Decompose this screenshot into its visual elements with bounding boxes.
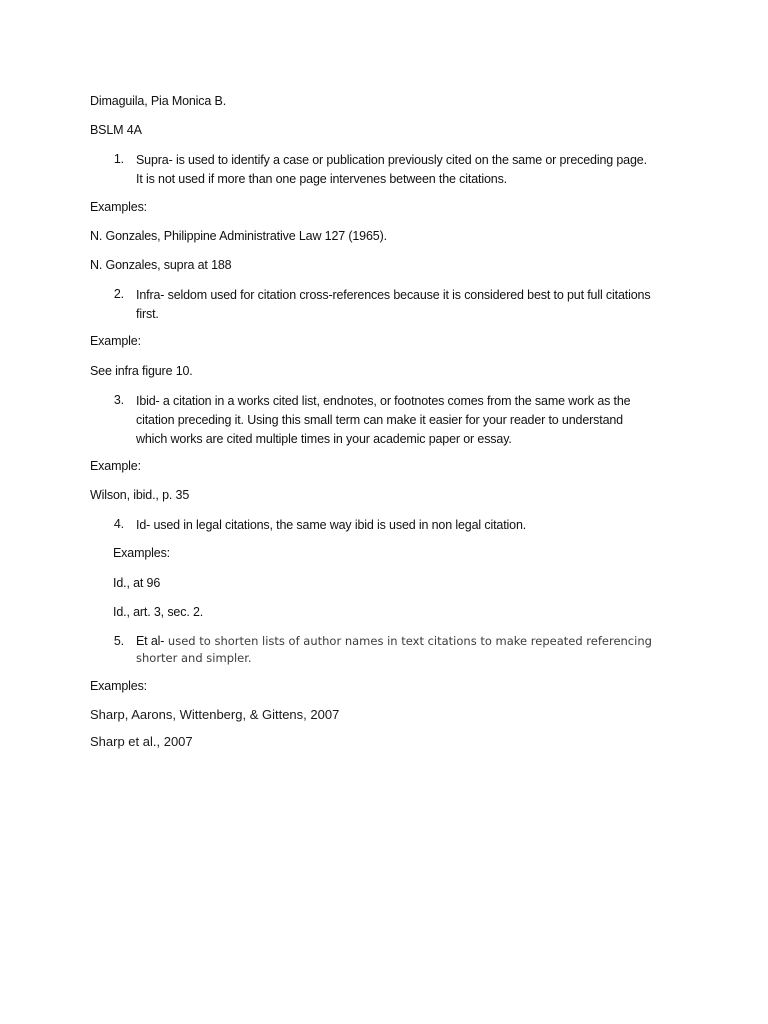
definition-line: first. [136,307,159,321]
item-4-definition [136,516,696,535]
item-2-definition [136,286,696,324]
item-3-definition [136,392,696,449]
definition-line: which works are cited multiple times in your academic paper or essay. [136,432,512,446]
item-number: 1. [113,152,124,166]
example-citation: N. Gonzales, supra at 188 [90,258,232,272]
item-5-definition [136,633,696,667]
item-number: 2. [113,287,124,301]
definition-line: Supra- is used to identify a case or publication previously cited on the same or preceding page. [136,153,647,167]
example-citation: See infra figure 10. [90,364,193,378]
examples-label: Example: [90,459,141,473]
term-label: Et al- [136,634,165,648]
example-citation: Wilson, ibid., p. 35 [90,488,190,502]
definition-line: Infra- seldom used for citation cross-references because it is considered best to put full citations [136,288,651,302]
example-citation: Sharp et al., 2007 [90,734,193,749]
definition-line: citation preceding it. Using this small term can make it easier for your reader to understand [136,413,623,427]
item-number: 5. [113,634,124,648]
definition-line: Id- used in legal citations, the same way ibid is used in non legal citation. [136,518,527,532]
examples-label: Example: [90,334,141,348]
item-1-definition [136,151,696,189]
definition-line: It is not used if more than one page intervenes between the citations. [136,172,507,186]
author-name: Dimaguila, Pia Monica B. [90,94,227,108]
example-citation: Id., art. 3, sec. 2. [113,605,204,619]
example-citation: Sharp, Aarons, Wittenberg, & Gittens, 2007 [90,707,340,722]
item-number: 4. [113,517,124,531]
item-number: 3. [113,393,124,407]
class-section: BSLM 4A [90,123,142,137]
examples-label: Examples: [90,200,148,214]
examples-label: Examples: [90,679,148,693]
example-citation: N. Gonzales, Philippine Administrative Law 127 (1965). [90,229,387,243]
examples-label: Examples: [113,546,171,560]
definition-line: shorter and simpler. [136,651,252,665]
example-citation: Id., at 96 [113,576,161,590]
definition-line: Ibid- a citation in a works cited list, endnotes, or footnotes comes from the same work as the [136,394,631,408]
definition-line: used to shorten lists of author names in text citations to make repeated referencing [164,634,652,648]
